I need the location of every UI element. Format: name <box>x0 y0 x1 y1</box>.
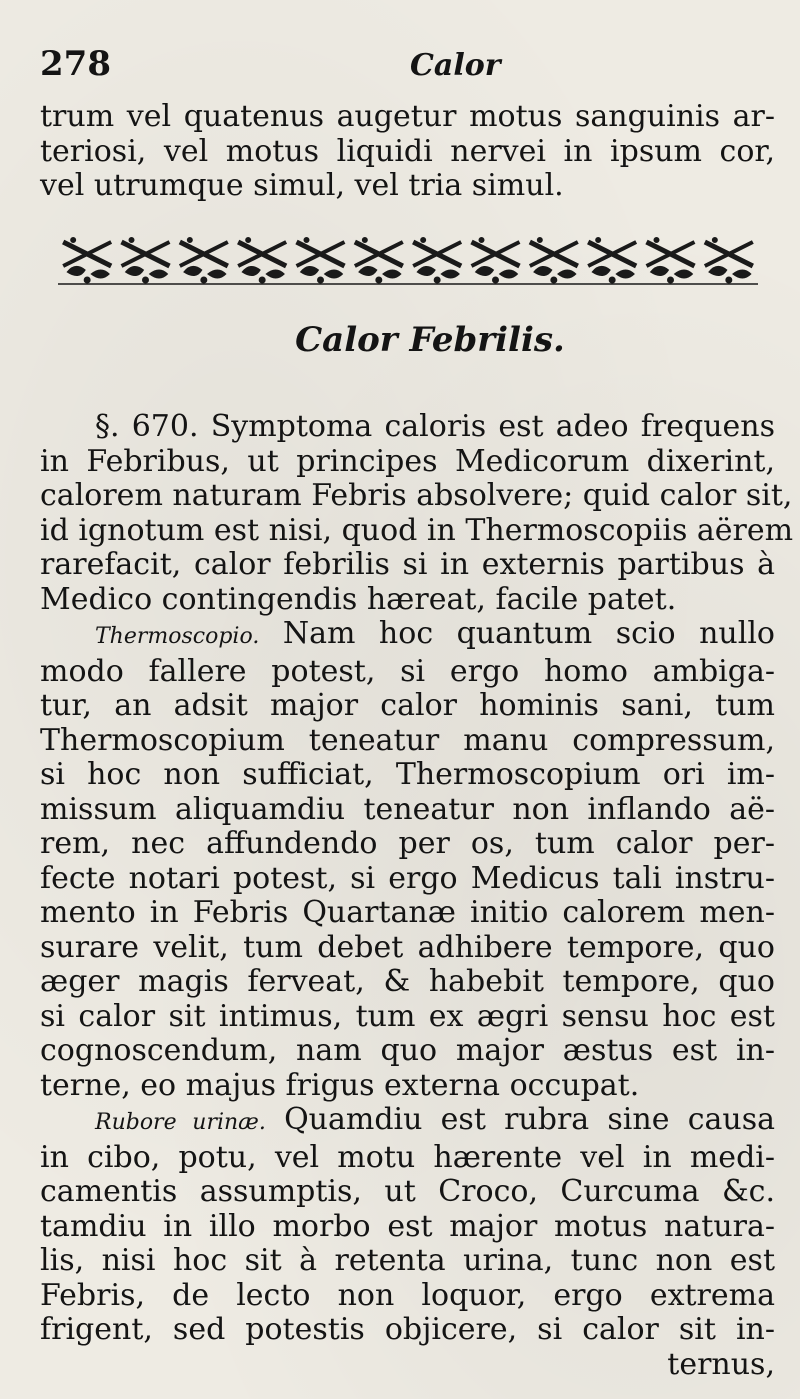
text-line: si calor sit intimus, tum ex ægri sensu hoc est <box>40 998 775 1034</box>
text-line: modo fallere potest, si ergo homo ambiga- <box>40 653 775 689</box>
fleuron-icon <box>705 238 753 284</box>
text-line: teriosi, vel motus liquidi nervei in ipsum cor, <box>40 133 775 169</box>
text-line: mento in Febris Quartanæ initio calorem men- <box>40 895 775 930</box>
text-line: id ignotum est nisi, quod in Thermoscopiis aërem <box>40 512 794 548</box>
text-line: lis, nisi hoc sit à retenta urina, tunc non est <box>40 1243 775 1278</box>
side-head-rubore-urinae: Rubore urinæ. <box>95 1110 266 1135</box>
fleuron-icon <box>122 238 170 284</box>
text-line: vel utrumque simul, vel tria simul. <box>40 168 564 203</box>
text-line-with-side-head <box>40 617 775 655</box>
fleuron-icon <box>647 238 695 284</box>
page-number: 278 <box>40 44 111 84</box>
text-line: tur, an adsit major calor hominis sani, tum <box>40 688 775 723</box>
side-head-thermoscopio: Thermoscopio. <box>95 624 260 649</box>
fleuron-icon <box>180 238 228 284</box>
text-line: frigent, sed potestis objicere, si calor sit in- <box>40 1312 775 1347</box>
section-title: Calor Febrilis. <box>295 320 565 360</box>
text-line-rest: Quamdiu est rubra sine causa <box>265 1102 775 1137</box>
main-text <box>40 409 794 1382</box>
text-line: rem, nec affundendo per os, tum calor per- <box>40 826 775 861</box>
fleuron-icon <box>588 238 636 284</box>
continuation-text <box>40 100 775 204</box>
fleuron-icon <box>238 238 286 284</box>
text-line: §. 670. Symptoma caloris est adeo frequens <box>95 409 775 444</box>
text-line: Febris, de lecto non loquor, ergo extrema <box>40 1277 775 1313</box>
decorative-ornament-band <box>58 232 758 290</box>
text-line: terne, eo majus frigus externa occupat. <box>40 1067 640 1103</box>
fleuron-icon <box>297 238 345 284</box>
text-line: cognoscendum, nam quo major æstus est in- <box>40 1033 775 1068</box>
text-line: calorem naturam Febris absolvere; quid calor sit, <box>40 478 793 513</box>
text-line-with-side-head <box>40 1103 775 1141</box>
fleuron-icon <box>63 238 111 284</box>
fleuron-icon <box>472 238 520 284</box>
running-head: Calor <box>410 48 501 83</box>
text-line: trum vel quatenus augetur motus sanguinis ar- <box>40 99 775 134</box>
fleuron-icon <box>355 238 403 284</box>
text-line: missum aliquamdiu teneatur non inflando aë- <box>40 791 775 827</box>
text-line: tamdiu in illo morbo est major motus natura- <box>40 1208 775 1244</box>
page-header <box>40 44 770 94</box>
text-line: si hoc non sufficiat, Thermoscopium ori im- <box>40 757 775 792</box>
text-line-rest: Nam hoc quantum scio nullo <box>259 616 775 651</box>
text-line: rarefacit, calor febrilis si in externis partibus à <box>40 547 775 582</box>
text-line: in cibo, potu, vel motu hærente vel in medi- <box>40 1139 775 1175</box>
text-line: Medico contingendis hæreat, facile patet. <box>40 581 677 617</box>
text-line: in Febribus, ut principes Medicorum dixerint, <box>40 443 775 479</box>
text-line: fecte notari potest, si ergo Medicus tali instru- <box>40 860 775 896</box>
text-line: Thermoscopium teneatur manu compressum, <box>40 722 775 758</box>
text-line: camentis assumptis, ut Croco, Curcuma &c. <box>40 1174 775 1209</box>
text-line: ternus, <box>667 1346 775 1382</box>
text-line: surare velit, tum debet adhibere tempore, quo <box>40 929 775 965</box>
fleuron-icon <box>530 238 578 284</box>
text-line: æger magis ferveat, & habebit tempore, quo <box>40 964 775 999</box>
fleuron-icon <box>413 238 461 284</box>
